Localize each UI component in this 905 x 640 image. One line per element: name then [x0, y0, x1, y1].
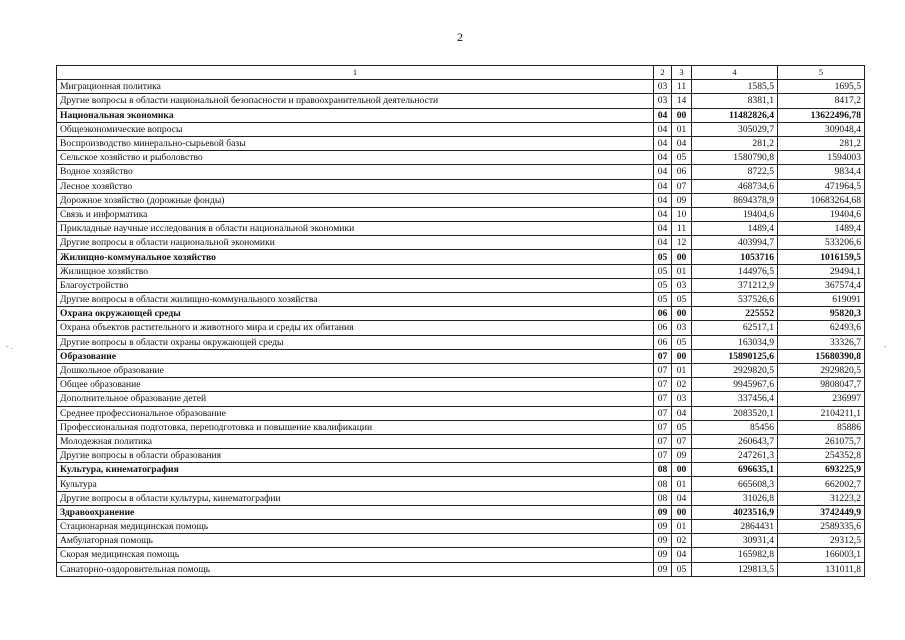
row-name-cell: Санаторно-оздоровительная помощь: [57, 562, 654, 576]
row-value-5-cell: 309048,4: [778, 122, 865, 136]
row-name-cell: Благоустройство: [57, 278, 654, 292]
row-section-code-cell: 03: [654, 94, 672, 108]
row-name-cell: Общеэкономические вопросы: [57, 122, 654, 136]
row-value-4-cell: 144976,5: [692, 264, 778, 278]
table-row: [57, 222, 865, 236]
section-total-row: [57, 307, 865, 321]
table-row: [57, 449, 865, 463]
row-section-code-cell: 09: [654, 562, 672, 576]
row-value-4-cell: 260643,7: [692, 434, 778, 448]
row-subsection-code-cell: 07: [672, 179, 692, 193]
row-name-cell: Скорая медицинская помощь: [57, 548, 654, 562]
row-subsection-code-cell: 00: [672, 108, 692, 122]
row-value-4-cell: 1053716: [692, 250, 778, 264]
row-section-code-cell: 06: [654, 307, 672, 321]
table-row: [57, 534, 865, 548]
row-name-cell: Воспроизводство минерально-сырьевой базы: [57, 136, 654, 150]
row-name-cell: Водное хозяйство: [57, 165, 654, 179]
table-row: [57, 520, 865, 534]
table-row: [57, 406, 865, 420]
row-name-cell: Другие вопросы в области охраны окружающей среды: [57, 335, 654, 349]
row-value-4-cell: 85456: [692, 420, 778, 434]
row-section-code-cell: 04: [654, 222, 672, 236]
row-value-5-cell: 166003,1: [778, 548, 865, 562]
row-name-cell: Профессиональная подготовка, переподготовка и повышение квалификации: [57, 420, 654, 434]
row-subsection-code-cell: 03: [672, 392, 692, 406]
row-section-code-cell: 03: [654, 80, 672, 94]
row-subsection-code-cell: 05: [672, 293, 692, 307]
row-name-cell: Другие вопросы в области культуры, кинематографии: [57, 491, 654, 505]
table-row: [57, 392, 865, 406]
row-section-code-cell: 04: [654, 193, 672, 207]
header-cell-name: 1: [57, 66, 654, 80]
row-name-cell: Другие вопросы в области национальной безопасности и правоохранительной деятельности: [57, 94, 654, 108]
table-header-row: [57, 66, 865, 80]
row-value-4-cell: 537526,6: [692, 293, 778, 307]
row-name-cell: Связь и информатика: [57, 207, 654, 221]
row-value-5-cell: 62493,6: [778, 321, 865, 335]
header-cell-value-4: 4: [692, 66, 778, 80]
section-total-row: [57, 349, 865, 363]
row-name-cell: Лесное хозяйство: [57, 179, 654, 193]
row-subsection-code-cell: 03: [672, 321, 692, 335]
row-value-4-cell: 1585,5: [692, 80, 778, 94]
row-value-5-cell: 1695,5: [778, 80, 865, 94]
row-value-4-cell: 62517,1: [692, 321, 778, 335]
row-value-5-cell: 8417,2: [778, 94, 865, 108]
row-value-5-cell: 2929820,5: [778, 363, 865, 377]
row-section-code-cell: 09: [654, 548, 672, 562]
row-value-5-cell: 236997: [778, 392, 865, 406]
row-value-4-cell: 163034,9: [692, 335, 778, 349]
row-section-code-cell: 04: [654, 165, 672, 179]
table-row: [57, 165, 865, 179]
section-total-row: [57, 108, 865, 122]
row-value-4-cell: 2083520,1: [692, 406, 778, 420]
row-subsection-code-cell: 05: [672, 335, 692, 349]
row-value-4-cell: 696635,1: [692, 463, 778, 477]
row-subsection-code-cell: 11: [672, 80, 692, 94]
row-subsection-code-cell: 01: [672, 520, 692, 534]
row-section-code-cell: 07: [654, 420, 672, 434]
row-section-code-cell: 07: [654, 406, 672, 420]
table-row: [57, 434, 865, 448]
row-subsection-code-cell: 00: [672, 307, 692, 321]
row-name-cell: Другие вопросы в области национальной экономики: [57, 236, 654, 250]
row-value-4-cell: 8694378,9: [692, 193, 778, 207]
row-section-code-cell: 05: [654, 278, 672, 292]
row-value-5-cell: 33326,7: [778, 335, 865, 349]
row-value-4-cell: 19404,6: [692, 207, 778, 221]
row-subsection-code-cell: 05: [672, 151, 692, 165]
row-subsection-code-cell: 00: [672, 505, 692, 519]
row-section-code-cell: 07: [654, 449, 672, 463]
table-row: [57, 562, 865, 576]
row-name-cell: Охрана окружающей среды: [57, 307, 654, 321]
table-row: [57, 335, 865, 349]
row-section-code-cell: 05: [654, 250, 672, 264]
row-value-5-cell: 131011,8: [778, 562, 865, 576]
row-section-code-cell: 04: [654, 136, 672, 150]
row-subsection-code-cell: 06: [672, 165, 692, 179]
row-subsection-code-cell: 04: [672, 548, 692, 562]
row-section-code-cell: 07: [654, 349, 672, 363]
row-value-4-cell: 129813,5: [692, 562, 778, 576]
row-section-code-cell: 05: [654, 293, 672, 307]
row-value-4-cell: 165982,8: [692, 548, 778, 562]
row-value-5-cell: 662002,7: [778, 477, 865, 491]
row-value-5-cell: 1594003: [778, 151, 865, 165]
row-value-5-cell: 95820,3: [778, 307, 865, 321]
row-name-cell: Дошкольное образование: [57, 363, 654, 377]
row-subsection-code-cell: 02: [672, 534, 692, 548]
row-name-cell: Жилищное хозяйство: [57, 264, 654, 278]
row-section-code-cell: 04: [654, 236, 672, 250]
header-cell-subsection: 3: [672, 66, 692, 80]
row-section-code-cell: 04: [654, 179, 672, 193]
row-subsection-code-cell: 11: [672, 222, 692, 236]
scan-artifact-left: - .: [6, 342, 13, 351]
row-section-code-cell: 09: [654, 505, 672, 519]
row-value-5-cell: 619091: [778, 293, 865, 307]
row-value-4-cell: 2929820,5: [692, 363, 778, 377]
table-row: [57, 236, 865, 250]
row-value-4-cell: 225552: [692, 307, 778, 321]
table-row: [57, 321, 865, 335]
budget-table: [56, 65, 865, 577]
table-row: [57, 151, 865, 165]
row-value-4-cell: 15890125,6: [692, 349, 778, 363]
row-value-4-cell: 2864431: [692, 520, 778, 534]
table-row: [57, 278, 865, 292]
table-row: [57, 179, 865, 193]
row-value-5-cell: 9834,4: [778, 165, 865, 179]
row-name-cell: Здравоохранение: [57, 505, 654, 519]
table-row: [57, 94, 865, 108]
row-subsection-code-cell: 05: [672, 562, 692, 576]
row-value-5-cell: 10683264,68: [778, 193, 865, 207]
row-name-cell: Охрана объектов растительного и животного мира и среды их обитания: [57, 321, 654, 335]
row-subsection-code-cell: 12: [672, 236, 692, 250]
scan-artifact-right: -: [884, 342, 887, 351]
row-value-5-cell: 254352,8: [778, 449, 865, 463]
row-subsection-code-cell: 01: [672, 264, 692, 278]
row-name-cell: Дорожное хозяйство (дорожные фонды): [57, 193, 654, 207]
row-value-5-cell: 1489,4: [778, 222, 865, 236]
row-section-code-cell: 07: [654, 363, 672, 377]
row-section-code-cell: 08: [654, 477, 672, 491]
row-subsection-code-cell: 02: [672, 378, 692, 392]
row-name-cell: Среднее профессиональное образование: [57, 406, 654, 420]
section-total-row: [57, 250, 865, 264]
row-section-code-cell: 04: [654, 207, 672, 221]
row-subsection-code-cell: 09: [672, 193, 692, 207]
row-section-code-cell: 07: [654, 392, 672, 406]
row-value-4-cell: 8722,5: [692, 165, 778, 179]
row-name-cell: Сельское хозяйство и рыболовство: [57, 151, 654, 165]
row-section-code-cell: 09: [654, 520, 672, 534]
row-subsection-code-cell: 05: [672, 420, 692, 434]
table-row: [57, 264, 865, 278]
row-subsection-code-cell: 00: [672, 349, 692, 363]
row-value-5-cell: 85886: [778, 420, 865, 434]
row-value-5-cell: 29494,1: [778, 264, 865, 278]
row-value-4-cell: 31026,8: [692, 491, 778, 505]
row-subsection-code-cell: 04: [672, 136, 692, 150]
row-subsection-code-cell: 07: [672, 434, 692, 448]
row-subsection-code-cell: 00: [672, 250, 692, 264]
row-name-cell: Молодежная политика: [57, 434, 654, 448]
table-row: [57, 491, 865, 505]
row-value-5-cell: 261075,7: [778, 434, 865, 448]
row-value-5-cell: 15680390,8: [778, 349, 865, 363]
row-value-4-cell: 1489,4: [692, 222, 778, 236]
row-name-cell: Амбулаторная помощь: [57, 534, 654, 548]
table-row: [57, 477, 865, 491]
row-section-code-cell: 08: [654, 491, 672, 505]
row-value-5-cell: 533206,6: [778, 236, 865, 250]
row-name-cell: Образование: [57, 349, 654, 363]
table-row: [57, 136, 865, 150]
row-name-cell: Другие вопросы в области образования: [57, 449, 654, 463]
table-row: [57, 193, 865, 207]
row-value-5-cell: 281,2: [778, 136, 865, 150]
row-subsection-code-cell: 01: [672, 363, 692, 377]
row-section-code-cell: 08: [654, 463, 672, 477]
table-row: [57, 207, 865, 221]
row-value-4-cell: 247261,3: [692, 449, 778, 463]
row-section-code-cell: 07: [654, 434, 672, 448]
row-section-code-cell: 05: [654, 264, 672, 278]
header-cell-value-5: 5: [778, 66, 865, 80]
row-value-4-cell: 468734,6: [692, 179, 778, 193]
row-name-cell: Национальная экономика: [57, 108, 654, 122]
table-row: [57, 80, 865, 94]
row-name-cell: Прикладные научные исследования в области национальной экономики: [57, 222, 654, 236]
row-name-cell: Стационарная медицинская помощь: [57, 520, 654, 534]
row-subsection-code-cell: 04: [672, 491, 692, 505]
row-subsection-code-cell: 14: [672, 94, 692, 108]
row-name-cell: Культура, кинематография: [57, 463, 654, 477]
row-value-5-cell: 3742449,9: [778, 505, 865, 519]
row-subsection-code-cell: 00: [672, 463, 692, 477]
row-value-5-cell: 693225,9: [778, 463, 865, 477]
row-section-code-cell: 04: [654, 122, 672, 136]
budget-table-body: [57, 66, 865, 577]
row-value-5-cell: 367574,4: [778, 278, 865, 292]
row-name-cell: Миграционная политика: [57, 80, 654, 94]
row-value-4-cell: 665608,3: [692, 477, 778, 491]
row-subsection-code-cell: 10: [672, 207, 692, 221]
row-subsection-code-cell: 04: [672, 406, 692, 420]
header-cell-section: 2: [654, 66, 672, 80]
row-name-cell: Культура: [57, 477, 654, 491]
row-section-code-cell: 07: [654, 378, 672, 392]
row-name-cell: Общее образование: [57, 378, 654, 392]
row-value-5-cell: 2589335,6: [778, 520, 865, 534]
table-row: [57, 548, 865, 562]
row-subsection-code-cell: 03: [672, 278, 692, 292]
table-row: [57, 420, 865, 434]
row-section-code-cell: 06: [654, 321, 672, 335]
row-name-cell: Дополнительное образование детей: [57, 392, 654, 406]
table-row: [57, 363, 865, 377]
page-number: 2: [457, 30, 463, 44]
row-value-4-cell: 4023516,9: [692, 505, 778, 519]
table-row: [57, 122, 865, 136]
row-value-5-cell: 13622496,78: [778, 108, 865, 122]
row-section-code-cell: 04: [654, 108, 672, 122]
row-name-cell: Жилищно-коммунальное хозяйство: [57, 250, 654, 264]
section-total-row: [57, 505, 865, 519]
table-row: [57, 293, 865, 307]
row-value-5-cell: 29312,5: [778, 534, 865, 548]
row-section-code-cell: 06: [654, 335, 672, 349]
row-subsection-code-cell: 01: [672, 477, 692, 491]
row-value-5-cell: 31223,2: [778, 491, 865, 505]
row-value-4-cell: 337456,4: [692, 392, 778, 406]
row-value-4-cell: 403994,7: [692, 236, 778, 250]
row-value-4-cell: 1580790,8: [692, 151, 778, 165]
table-row: [57, 378, 865, 392]
row-subsection-code-cell: 09: [672, 449, 692, 463]
row-value-4-cell: 281,2: [692, 136, 778, 150]
row-subsection-code-cell: 01: [672, 122, 692, 136]
row-name-cell: Другие вопросы в области жилищно-коммунального хозяйства: [57, 293, 654, 307]
row-section-code-cell: 04: [654, 151, 672, 165]
row-value-5-cell: 1016159,5: [778, 250, 865, 264]
row-value-4-cell: 30931,4: [692, 534, 778, 548]
row-value-4-cell: 8381,1: [692, 94, 778, 108]
row-value-5-cell: 2104211,1: [778, 406, 865, 420]
section-total-row: [57, 463, 865, 477]
row-section-code-cell: 09: [654, 534, 672, 548]
row-value-5-cell: 19404,6: [778, 207, 865, 221]
row-value-5-cell: 9808047,7: [778, 378, 865, 392]
row-value-4-cell: 305029,7: [692, 122, 778, 136]
row-value-4-cell: 9945967,6: [692, 378, 778, 392]
row-value-4-cell: 11482826,4: [692, 108, 778, 122]
row-value-4-cell: 371212,9: [692, 278, 778, 292]
row-value-5-cell: 471964,5: [778, 179, 865, 193]
